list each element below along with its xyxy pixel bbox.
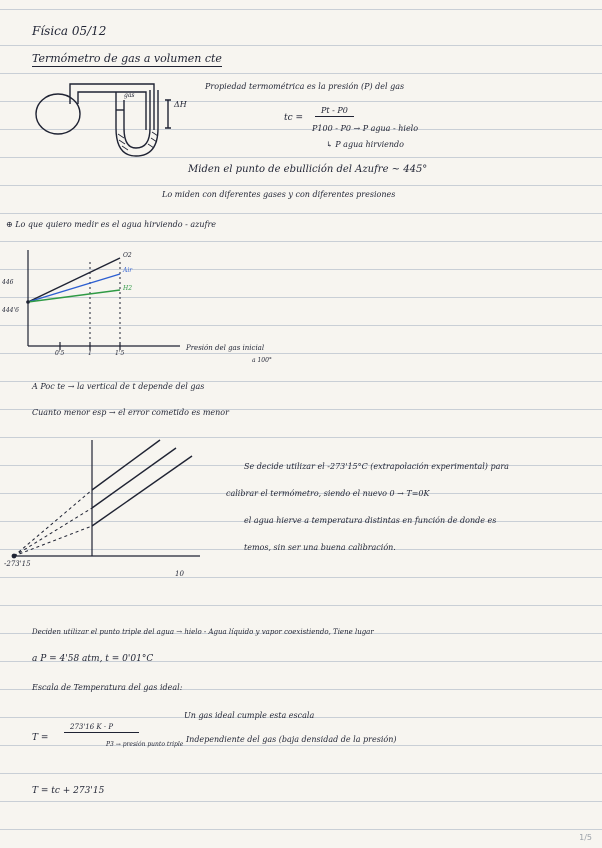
calib-line-2: calibrar el termómetro, siendo el nuevo 0 → T=0K bbox=[226, 489, 430, 498]
formula2-numerator: 273'16 K · P bbox=[64, 723, 139, 733]
formula-denominator: P100 - P0 → P agua - hielo bbox=[312, 124, 419, 133]
y-label-bottom: 444'6 bbox=[2, 307, 19, 314]
formula-lhs: tc = bbox=[284, 113, 304, 123]
formula-note: ↳ P agua hirviendo bbox=[326, 140, 404, 149]
independence-line: Independiente del gas (baja densidad de la presión) bbox=[186, 735, 397, 744]
line-b: Cuanto menor esp → el error cometido es menor bbox=[32, 408, 229, 417]
section-title: Termómetro de gas a volumen cte bbox=[32, 52, 222, 65]
gas-thermometer-sketch bbox=[26, 70, 216, 170]
formula2-lhs: T = bbox=[32, 733, 49, 743]
graph-extrapolation bbox=[0, 240, 200, 365]
calib-line-4: temos, sin ser una buena calibración. bbox=[244, 543, 396, 552]
x-tick-1: 1 bbox=[88, 350, 92, 357]
calib-line-3: el agua hierve a temperatura distintas en función de donde es bbox=[244, 516, 497, 525]
formula-numerator: Pt - P0 bbox=[315, 106, 354, 117]
x-tick-15: 1'5 bbox=[115, 350, 125, 357]
page-number: 1/5 bbox=[579, 833, 592, 842]
delta-h-label: ΔH bbox=[174, 100, 187, 109]
line-a: A Poc te → la vertical de t depende del gas bbox=[32, 382, 205, 391]
x-axis-label-2: a 100° bbox=[252, 357, 272, 364]
final-relation: T = tc + 273'15 bbox=[32, 786, 105, 796]
x-tick-05: 0'5 bbox=[55, 350, 65, 357]
line-gases: Lo miden con diferentes gases y con diferentes presiones bbox=[162, 190, 396, 199]
series-line-air bbox=[28, 274, 120, 302]
x-axis-label: Presión del gas inicial bbox=[186, 344, 265, 352]
ideal-gas-line: Un gas ideal cumple esta escala bbox=[184, 711, 315, 720]
property-line: Propiedad termométrica es la presión (P) del gas bbox=[205, 82, 405, 91]
series-label-h2: H2 bbox=[123, 285, 133, 292]
series-label-o2: O2 bbox=[123, 252, 132, 259]
x-label-right: 10 bbox=[175, 570, 184, 578]
line-quiero: ⊕ Lo que quiero medir es el agua hirviendo - azufre bbox=[6, 220, 217, 229]
y-label-top: 446 bbox=[2, 279, 14, 286]
triple-point-conditions: a P = 4'58 atm, t = 0'01°C bbox=[32, 654, 154, 664]
ideal-gas-scale-heading: Escala de Temperatura del gas ideal: bbox=[32, 683, 183, 692]
gas-label: gas bbox=[124, 92, 135, 99]
line-miden: Miden el punto de ebullición del Azufre ~ 445° bbox=[188, 164, 428, 175]
triple-point-line: Deciden utilizar el punto triple del agua → hielo - Agua líquido y vapor coexistiendo, Tiene lugar bbox=[32, 628, 374, 636]
graph-absolute-zero bbox=[0, 430, 220, 570]
page-title: Física 05/12 bbox=[32, 24, 107, 38]
formula2-denominator: P3 → presión punto triple bbox=[106, 741, 184, 748]
series-label-air: Air bbox=[123, 267, 133, 274]
calib-line-1: Se decide utilizar el -273'15°C (extrapolación experimental) para bbox=[244, 462, 509, 471]
x-label-left: -273'15 bbox=[4, 560, 31, 568]
